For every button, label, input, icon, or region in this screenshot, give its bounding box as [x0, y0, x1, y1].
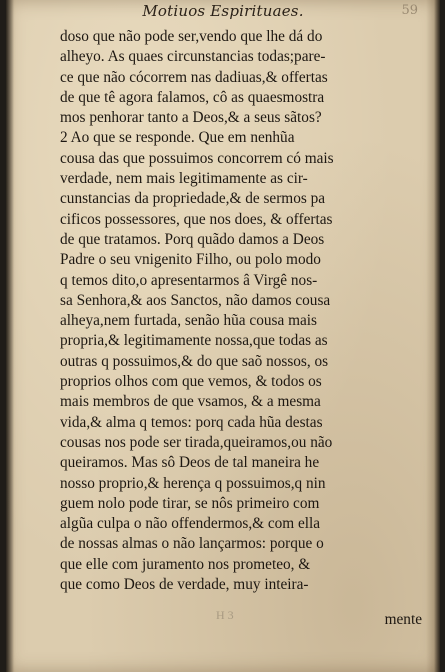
- text-line: queiramos. Mas sô Deos de tal maneira he: [60, 454, 320, 472]
- text-line: verdade, nem mais legitimamente as cir-: [60, 170, 308, 188]
- text-line: Padre o seu vnigenito Filho, ou polo modo: [60, 251, 321, 269]
- folio-number: 59: [401, 3, 418, 18]
- text-line: cousa das que possuimos concorrem có mais: [60, 149, 334, 167]
- text-line: mais membros de que vsamos, & a mesma: [60, 393, 321, 411]
- text-line: doso que não pode ser,vendo que lhe dá do: [60, 28, 323, 45]
- text-line: de nossas almas o não lançarmos: porque o: [60, 535, 324, 553]
- text-line: alheya,nem furtada, senão hũa cousa mais: [60, 312, 317, 330]
- page-edge-shadow: [434, 0, 440, 672]
- gutter-shadow: [6, 0, 14, 672]
- paragraph-2-start: 2 Ao que se responde. Que em nenhũa: [60, 129, 295, 147]
- text-line: ce que não cócorrem nas dadiuas,& offertas: [60, 68, 328, 86]
- catchword: mente: [384, 611, 422, 628]
- text-line: nosso proprio,& herença q possuimos,q nin: [60, 474, 326, 492]
- text-line: sa Senhora,& aos Sanctos, não damos cousa: [60, 291, 331, 309]
- body-text: [60, 27, 426, 595]
- text-line: algũa culpa o não offendermos,& com ella: [60, 515, 321, 533]
- text-line: guem nolo pode tirar, se nôs primeiro com: [60, 494, 320, 512]
- text-line: outras q possuimos,& do que saõ nossos, os: [60, 352, 329, 370]
- text-line: vida,& alma q temos: porq cada hũa destas: [60, 413, 323, 431]
- text-line: cunstancias da propriedade,& de sermos pa: [60, 190, 326, 208]
- book-page: [6, 0, 440, 672]
- text-line: que como Deos de verdade, muy inteira-: [60, 576, 309, 594]
- text-line: de que tê agora falamos, cô as quaesmostra: [60, 88, 325, 106]
- text-line: cificos possessores, que nos does, & offertas: [60, 210, 333, 228]
- text-line: que elle com juramento nos prometeo, &: [60, 555, 311, 573]
- text-line: de que tratamos. Porq quãdo damos a Deos: [60, 230, 325, 248]
- text-line: mos penhorar tanto a Deos,& a seus sãtos?: [60, 109, 322, 127]
- text-line: proprios olhos com que vemos, & todos os: [60, 373, 322, 391]
- signature-mark: H 3: [216, 608, 234, 622]
- text-line: cousas nos pode ser tirada,queiramos,ou não: [60, 433, 333, 451]
- text-line: alheyo. As quaes circunstancias todas;pare-: [60, 48, 326, 66]
- text-line: q temos dito,o apresentarmos â Virgê nos-: [60, 271, 318, 289]
- running-head: Motiuos Espirituaes.: [142, 2, 304, 20]
- text-line: propria,& legitimamente nossa,que todas as: [60, 332, 328, 350]
